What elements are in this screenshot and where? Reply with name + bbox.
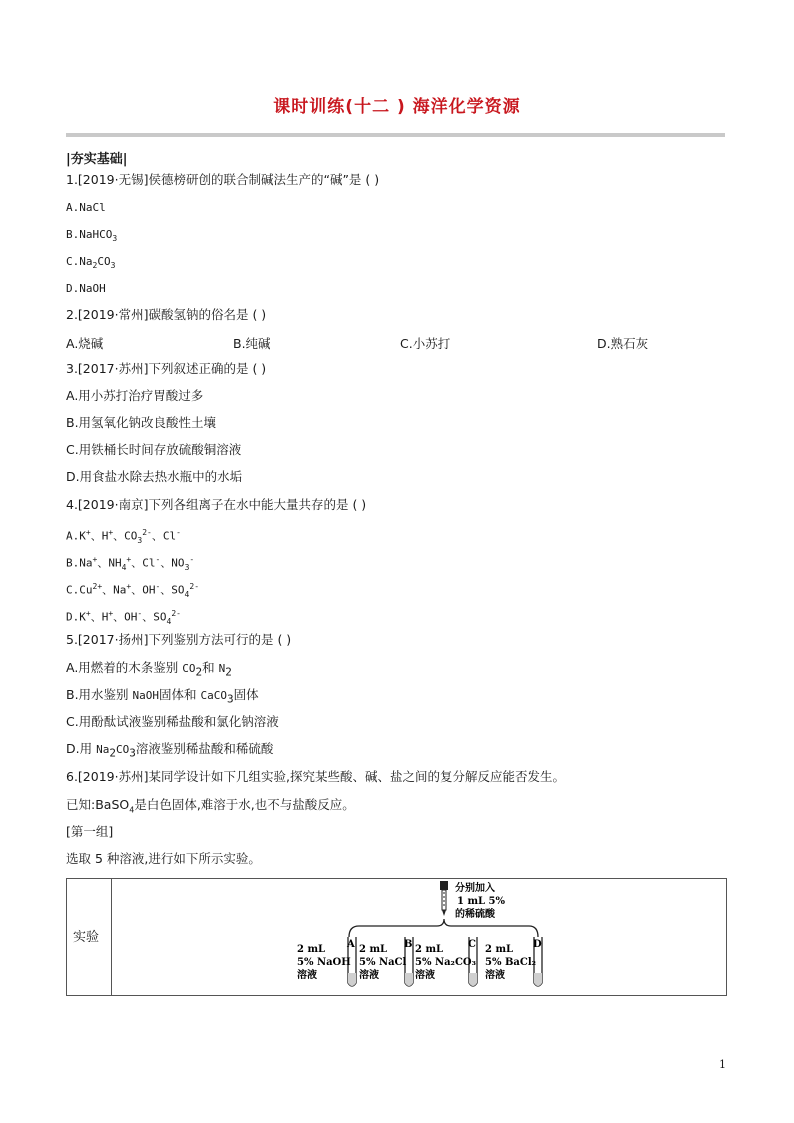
question-3-option-c: C.用铁桶长时间存放硫酸铜溶液	[66, 442, 242, 457]
question-5-stem: 5.[2017·扬州]下列鉴别方法可行的是 ( )	[66, 632, 292, 647]
question-3-option-d: D.用食盐水除去热水瓶中的水垢	[66, 469, 243, 484]
question-6-intro: 选取 5 种溶液,进行如下所示实验。	[66, 851, 261, 866]
section-label: |夯实基础|	[66, 152, 128, 167]
tube-a-solution: 5% NaOH	[297, 957, 351, 968]
question-1-option-b: B.NaHCO$_3$	[66, 228, 118, 244]
question-1-stem: 1.[2019·无锡]侯德榜研创的联合制碱法生产的“碱”是 ( )	[66, 172, 380, 187]
question-1-option-a: A.NaCl	[66, 201, 106, 214]
tube-c-solution: 5% Na₂CO₃	[415, 957, 476, 968]
dropper-label-line-2: 1 mL 5%	[457, 896, 505, 907]
question-2-option-b: B.纯碱	[233, 336, 271, 351]
dropper-label-line-3: 的稀硫酸	[455, 909, 495, 920]
question-6-group: [第一组]	[66, 824, 114, 839]
question-4-option-c: $C.Cu^{2+}$、Na+、OH-、$SO_4^{2-}$	[66, 582, 200, 599]
question-3-stem: 3.[2017·苏州]下列叙述正确的是 ( )	[66, 361, 267, 376]
question-5-option-d: D.用 $Na_2CO_3$溶液鉴别稀盐酸和稀硫酸	[66, 741, 274, 760]
title-divider	[66, 133, 725, 137]
tube-b-solution: 5% NaCl	[359, 957, 407, 968]
question-4-option-a: A.K+、H+、$CO_3^{2-}$、Cl-	[66, 528, 181, 545]
question-5-option-b: B.用水鉴别 NaOH固体和 CaCO$_3$固体	[66, 687, 259, 706]
tube-b-suffix: 溶液	[359, 970, 379, 981]
tube-a-volume: 2 mL	[297, 944, 326, 955]
table-row-label: 实验	[73, 930, 100, 945]
question-2-option-a: A.烧碱	[66, 336, 104, 351]
question-1-option-c: $C.Na_2CO_3$	[66, 255, 116, 271]
experiment-diagram	[67, 879, 728, 997]
tube-d-solution: 5% BaCl₂	[485, 957, 537, 968]
question-5-option-a: A.用燃着的木条鉴别 $CO_2$和 $N_2$	[66, 660, 232, 679]
tube-b-volume: 2 mL	[359, 944, 388, 955]
experiment-table	[66, 878, 727, 996]
tube-a-letter: A	[347, 939, 355, 950]
dropper-label-line-1: 分别加入	[455, 883, 495, 894]
question-6-known: 已知:BaSO$_4$是白色固体,难溶于水,也不与盐酸反应。	[66, 797, 355, 815]
tube-c-volume: 2 mL	[415, 944, 444, 955]
question-1-option-d: D.NaOH	[66, 282, 106, 295]
tube-b-letter: B	[404, 939, 413, 950]
tube-d-letter: D	[533, 939, 542, 950]
question-6-stem: 6.[2019·苏州]某同学设计如下几组实验,探究某些酸、碱、盐之间的复分解反应能否发生。	[66, 769, 565, 784]
question-3-option-b: B.用氢氧化钠改良酸性土壤	[66, 415, 217, 430]
question-5-option-c: C.用酚酞试液鉴别稀盐酸和氯化钠溶液	[66, 714, 279, 729]
question-2-option-d: D.熟石灰	[597, 336, 649, 351]
dropper-icon	[440, 881, 448, 916]
question-4-option-d: D.K+、H+、OH-、$SO_4^{2-}$	[66, 609, 181, 626]
tube-a-suffix: 溶液	[297, 970, 317, 981]
tube-c-letter: C	[468, 939, 476, 950]
question-2-stem: 2.[2019·常州]碳酸氢钠的俗名是 ( )	[66, 307, 267, 322]
tube-c-suffix: 溶液	[415, 970, 435, 981]
question-4-stem: 4.[2019·南京]下列各组离子在水中能大量共存的是 ( )	[66, 497, 367, 512]
tube-d-suffix: 溶液	[485, 970, 505, 981]
question-3-option-a: A.用小苏打治疗胃酸过多	[66, 388, 204, 403]
distribution-brace	[349, 919, 538, 937]
tube-d-volume: 2 mL	[485, 944, 514, 955]
page-number: 1	[719, 1058, 726, 1071]
page-title: 课时训练(十二 ) 海洋化学资源	[273, 97, 521, 117]
question-2-option-c: C.小苏打	[400, 336, 451, 351]
question-4-option-b: B.Na+、$NH_4^+$、Cl-、$NO_3^-$	[66, 555, 195, 572]
